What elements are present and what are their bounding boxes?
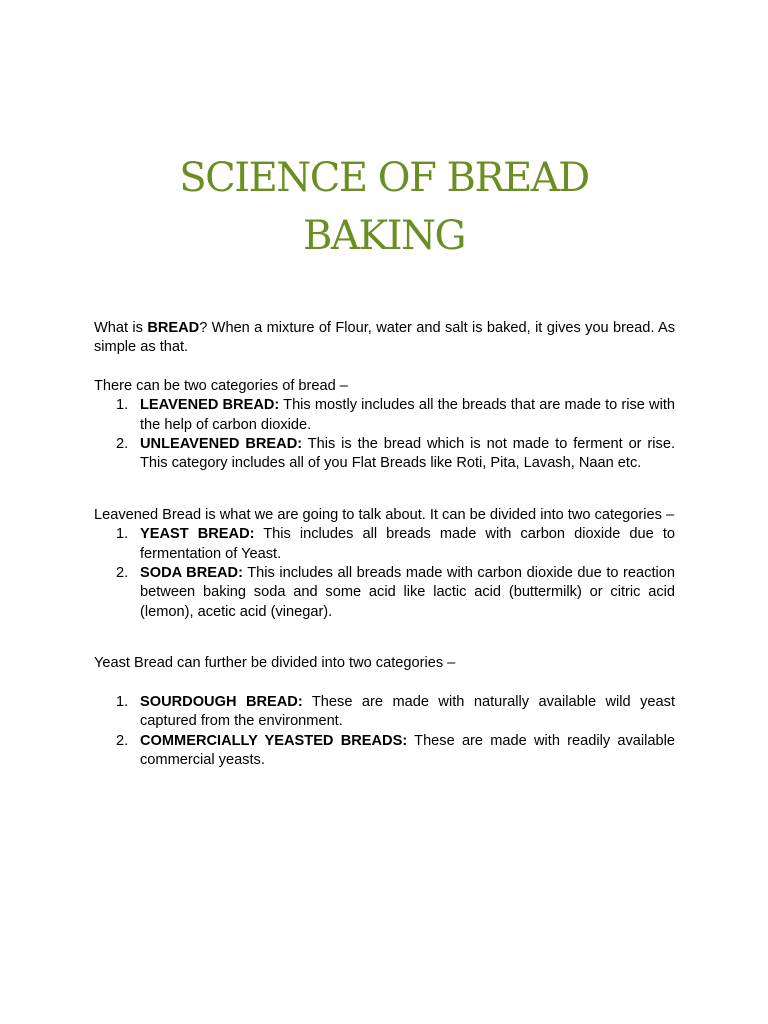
list-term: LEAVENED BREAD:: [140, 397, 280, 414]
list-term: SODA BREAD:: [140, 565, 243, 582]
list-item: [94, 693, 675, 732]
list-term: COMMERCIALLY YEASTED BREADS:: [140, 732, 408, 749]
intro-rest: ? When a mixture of Flour, water and salt is baked, it gives you bread. As simple as that.: [94, 320, 675, 356]
list-text: This includes all breads made with carbon dioxide due to reaction between baking soda and some acid like lactic acid (buttermilk) or citric acid (lemon), acetic acid (vinegar).: [140, 565, 675, 620]
list-number: 1.: [116, 397, 129, 414]
list-number: 2.: [116, 436, 129, 453]
list-item: [94, 525, 675, 564]
list-number: 2.: [116, 565, 129, 582]
list-term: YEAST BREAD:: [140, 526, 255, 543]
list-number: 1.: [116, 693, 129, 710]
document-title-line-2: BAKING: [303, 213, 465, 259]
section1-lead: There can be two categories of bread –: [94, 377, 348, 394]
list-item: [94, 732, 675, 771]
section3-list: [94, 693, 675, 771]
list-term: SOURDOUGH BREAD:: [140, 693, 303, 710]
list-text: This is the bread which is not made to ferment or rise. This category includes all of you Flat Breads like Roti, Pita, Lavash, Naan etc.: [140, 436, 675, 472]
list-text: This includes all breads made with carbon dioxide due to fermentation of Yeast.: [140, 526, 675, 562]
intro-prefix: What is: [94, 320, 148, 336]
document-title-line-1: SCIENCE OF BREAD: [179, 155, 589, 201]
section3-lead: Yeast Bread can further be divided into two categories –: [94, 655, 456, 672]
list-text: This mostly includes all the breads that are made to rise with the help of carbon dioxide.: [140, 397, 675, 433]
intro-paragraph: [94, 319, 675, 358]
list-text: These are made with readily available commercial yeasts.: [140, 732, 676, 768]
intro-term: BREAD: [147, 320, 200, 336]
section2-lead: Leavened Bread is what we are going to talk about. It can be divided into two categories –: [94, 506, 675, 523]
list-term: UNLEAVENED BREAD:: [140, 436, 303, 453]
list-number: 1.: [116, 526, 129, 543]
list-number: 2.: [116, 732, 129, 749]
list-item: [94, 564, 675, 622]
list-item: [94, 396, 675, 435]
list-text: These are made with naturally available wild yeast captured from the environment.: [140, 693, 675, 730]
list-item: [94, 435, 675, 474]
document-body: [94, 319, 675, 770]
section2-list: [94, 525, 675, 622]
section1-list: [94, 396, 675, 474]
